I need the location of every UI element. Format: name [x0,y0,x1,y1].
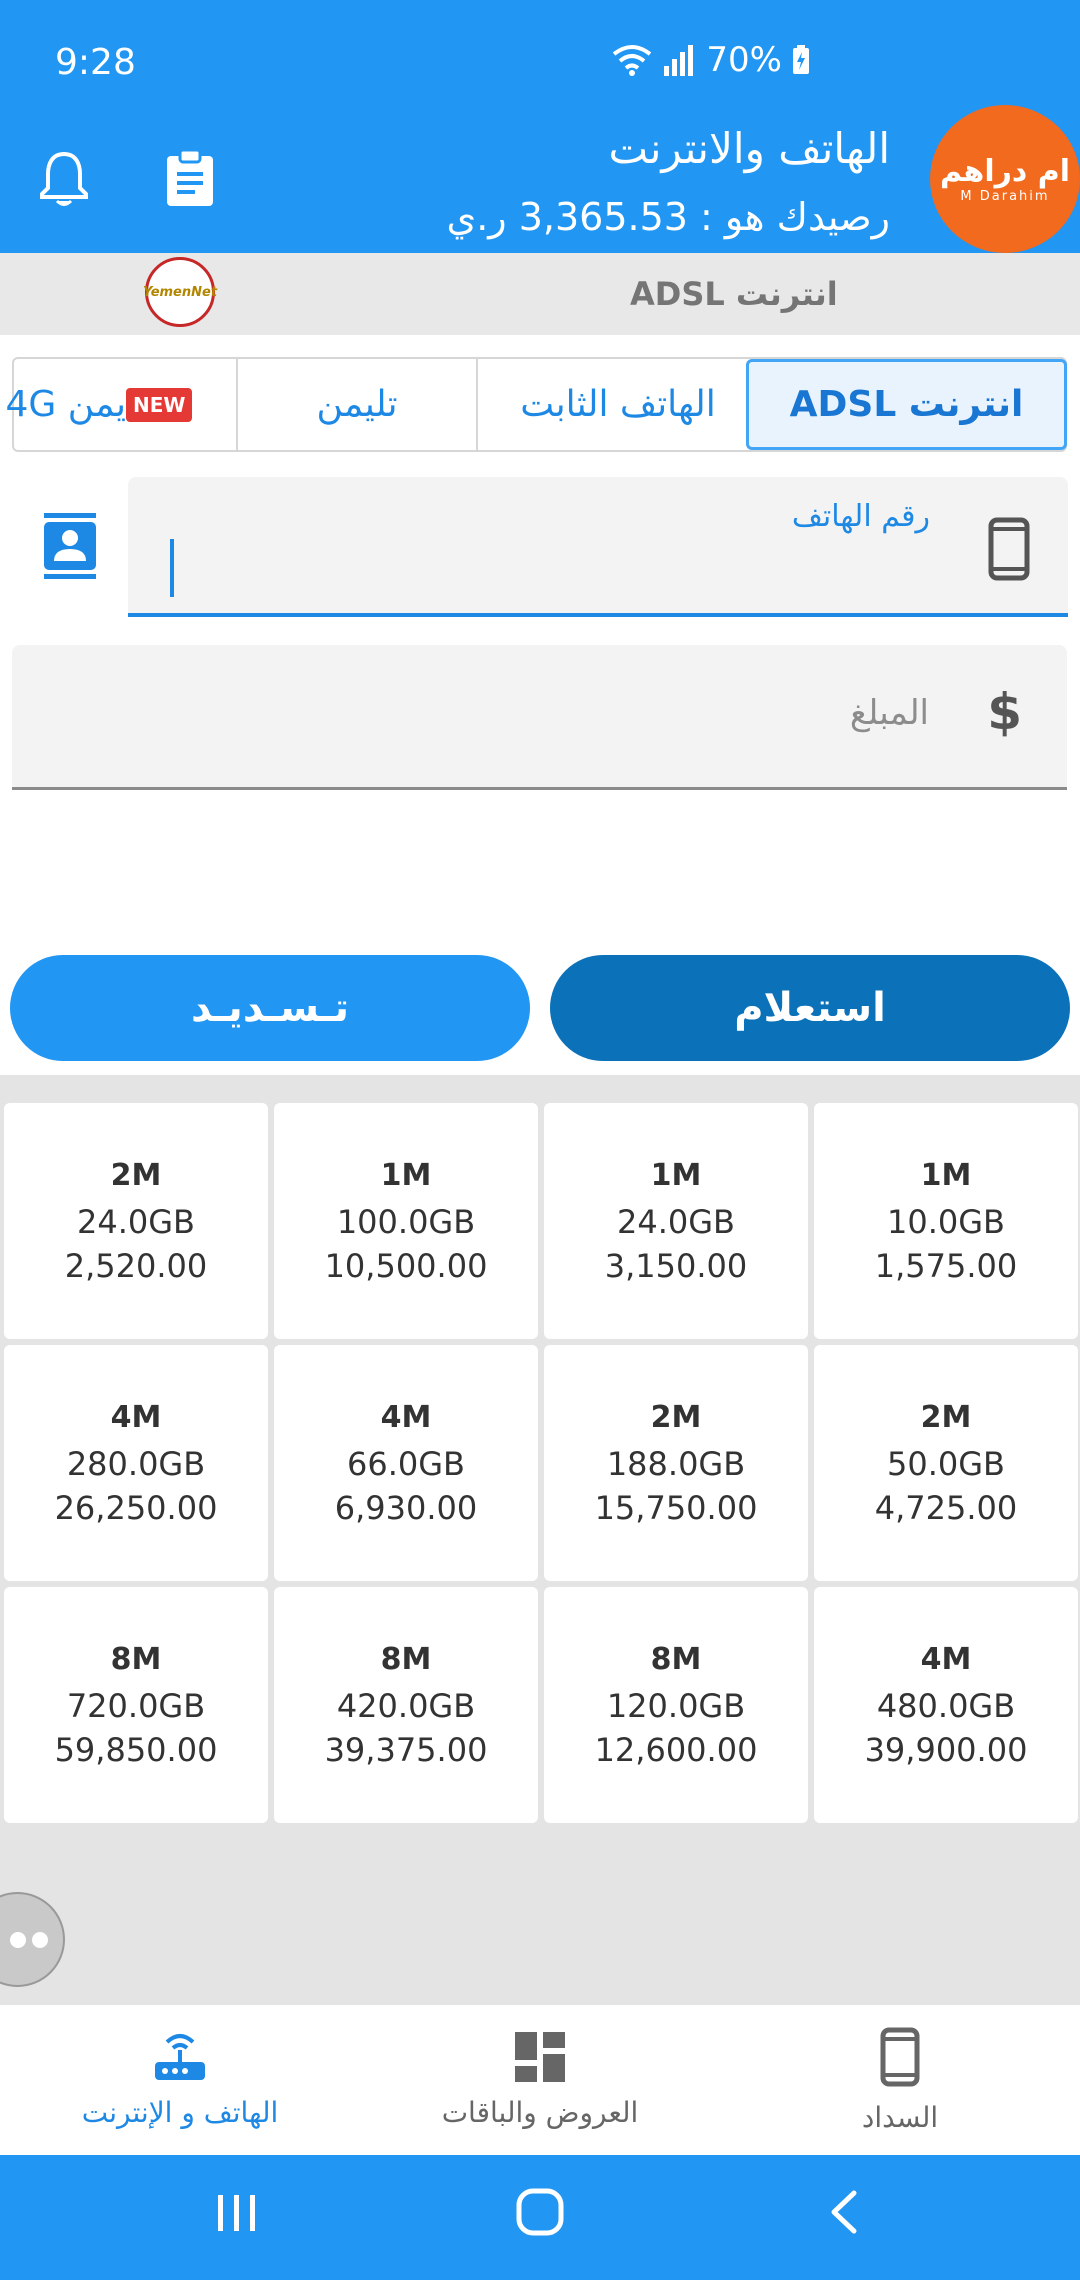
contact-book-icon[interactable] [44,513,96,583]
tab-label: انترنت ADSL [789,384,1024,425]
signal-icon [662,44,696,76]
bundle-card[interactable] [814,1345,1078,1581]
wifi-icon [612,44,652,76]
app-header [0,0,1080,253]
home-icon[interactable] [515,2187,565,2241]
amount-input[interactable] [12,645,1067,790]
text-cursor [170,539,174,597]
nav-label: العروض والباقات [441,2095,639,2129]
bundle-card[interactable] [274,1345,538,1581]
amount-placeholder: المبلغ [849,693,929,733]
bundle-card[interactable] [544,1345,808,1581]
bundle-price: 12,600.00 [594,1730,758,1769]
tab-landline[interactable] [476,359,758,450]
tab-label: تليمن [316,384,398,425]
bundle-data: 420.0GB [336,1686,476,1725]
bundle-speed: 1M [380,1157,432,1193]
bundle-data: 280.0GB [66,1444,206,1483]
page-title: الهاتف والانترنت [608,124,890,173]
dollar-icon: $ [987,683,1022,741]
brand-logo [930,105,1080,253]
bundle-card[interactable] [544,1587,808,1823]
bundle-speed: 8M [380,1641,432,1677]
service-tabs [5,357,1067,452]
battery-percent: 70% [706,40,782,80]
bundle-price: 6,930.00 [334,1488,478,1527]
bundle-card[interactable] [814,1103,1078,1339]
dashboard-icon [515,2032,565,2082]
bundle-price: 26,250.00 [54,1488,218,1527]
bundle-data: 188.0GB [606,1444,746,1483]
back-icon[interactable] [820,2187,870,2241]
bundle-speed: 2M [110,1157,162,1193]
phone-label: رقم الهاتف [791,499,930,534]
phone-icon [988,517,1030,585]
bundle-speed: 4M [380,1399,432,1435]
bundle-price: 10,500.00 [324,1246,488,1285]
tab-label: الهاتف الثابت [520,384,716,425]
battery-charging-icon [792,45,810,75]
bundle-data: 480.0GB [876,1686,1016,1725]
service-strip-label: انترنت ADSL [630,275,838,313]
bundles-grid [3,1103,1078,1823]
dot-icon [32,1932,48,1948]
bundle-data: 720.0GB [66,1686,206,1725]
status-icons [612,40,810,80]
bundle-price: 3,150.00 [604,1246,748,1285]
bell-icon[interactable] [40,150,88,212]
bundle-card[interactable] [274,1103,538,1339]
nav-payment[interactable] [720,2005,1080,2155]
inquiry-button[interactable]: استعلام [550,955,1070,1061]
yemennet-logo: YemenNet [145,257,215,327]
tab-label: يمن 4G [5,384,127,425]
bundle-data: 24.0GB [617,1202,735,1241]
bundle-price: 39,375.00 [324,1730,488,1769]
router-icon [153,2032,207,2082]
new-badge: NEW [126,388,192,422]
tab-yemen-4g[interactable] [0,359,224,450]
status-time: 9:28 [55,42,136,83]
recent-apps-icon[interactable] [212,2187,262,2241]
bundle-price: 39,900.00 [864,1730,1028,1769]
bundle-speed: 2M [650,1399,702,1435]
logo-text: ام دراهم [940,154,1070,189]
bundle-card[interactable] [4,1103,268,1339]
nav-phone-internet[interactable] [0,2005,360,2155]
bundle-card[interactable] [544,1103,808,1339]
bundle-data: 66.0GB [347,1444,465,1483]
nav-label: السداد [861,2100,939,2134]
floating-more-button[interactable] [0,1892,65,1987]
smartphone-icon [880,2027,920,2087]
bundle-speed: 1M [650,1157,702,1193]
bundle-card[interactable] [4,1345,268,1581]
bundle-speed: 4M [920,1641,972,1677]
bundle-price: 4,725.00 [874,1488,1018,1527]
bundle-speed: 4M [110,1399,162,1435]
bundle-price: 1,575.00 [874,1246,1018,1285]
logo-subtext: M Darahim [960,189,1050,204]
bundle-data: 10.0GB [887,1202,1005,1241]
bundle-data: 120.0GB [606,1686,746,1725]
phone-input[interactable] [128,477,1068,617]
tab-yemen-mobile[interactable] [236,359,476,450]
bundle-card[interactable] [814,1587,1078,1823]
balance-text: رصيدك هو : 3,365.53 ر.ي [446,195,890,239]
clipboard-icon[interactable] [165,150,215,212]
bundle-data: 100.0GB [336,1202,476,1241]
bundle-speed: 8M [110,1641,162,1677]
bundle-card[interactable] [4,1587,268,1823]
bundle-data: 24.0GB [77,1202,195,1241]
nav-label: الهاتف و الإنترنت [81,2095,279,2129]
bottom-nav [0,2005,1080,2155]
system-nav-bar [0,2155,1080,2280]
bundle-price: 59,850.00 [54,1730,218,1769]
nav-offers[interactable] [360,2005,720,2155]
dot-icon [10,1932,26,1948]
tab-adsl[interactable] [746,359,1067,450]
bundle-speed: 2M [920,1399,972,1435]
bundle-price: 2,520.00 [64,1246,208,1285]
bundle-speed: 1M [920,1157,972,1193]
bundle-price: 15,750.00 [594,1488,758,1527]
bundle-speed: 8M [650,1641,702,1677]
pay-button[interactable]: تـسـديـد [10,955,530,1061]
bundle-data: 50.0GB [887,1444,1005,1483]
bundle-card[interactable] [274,1587,538,1823]
